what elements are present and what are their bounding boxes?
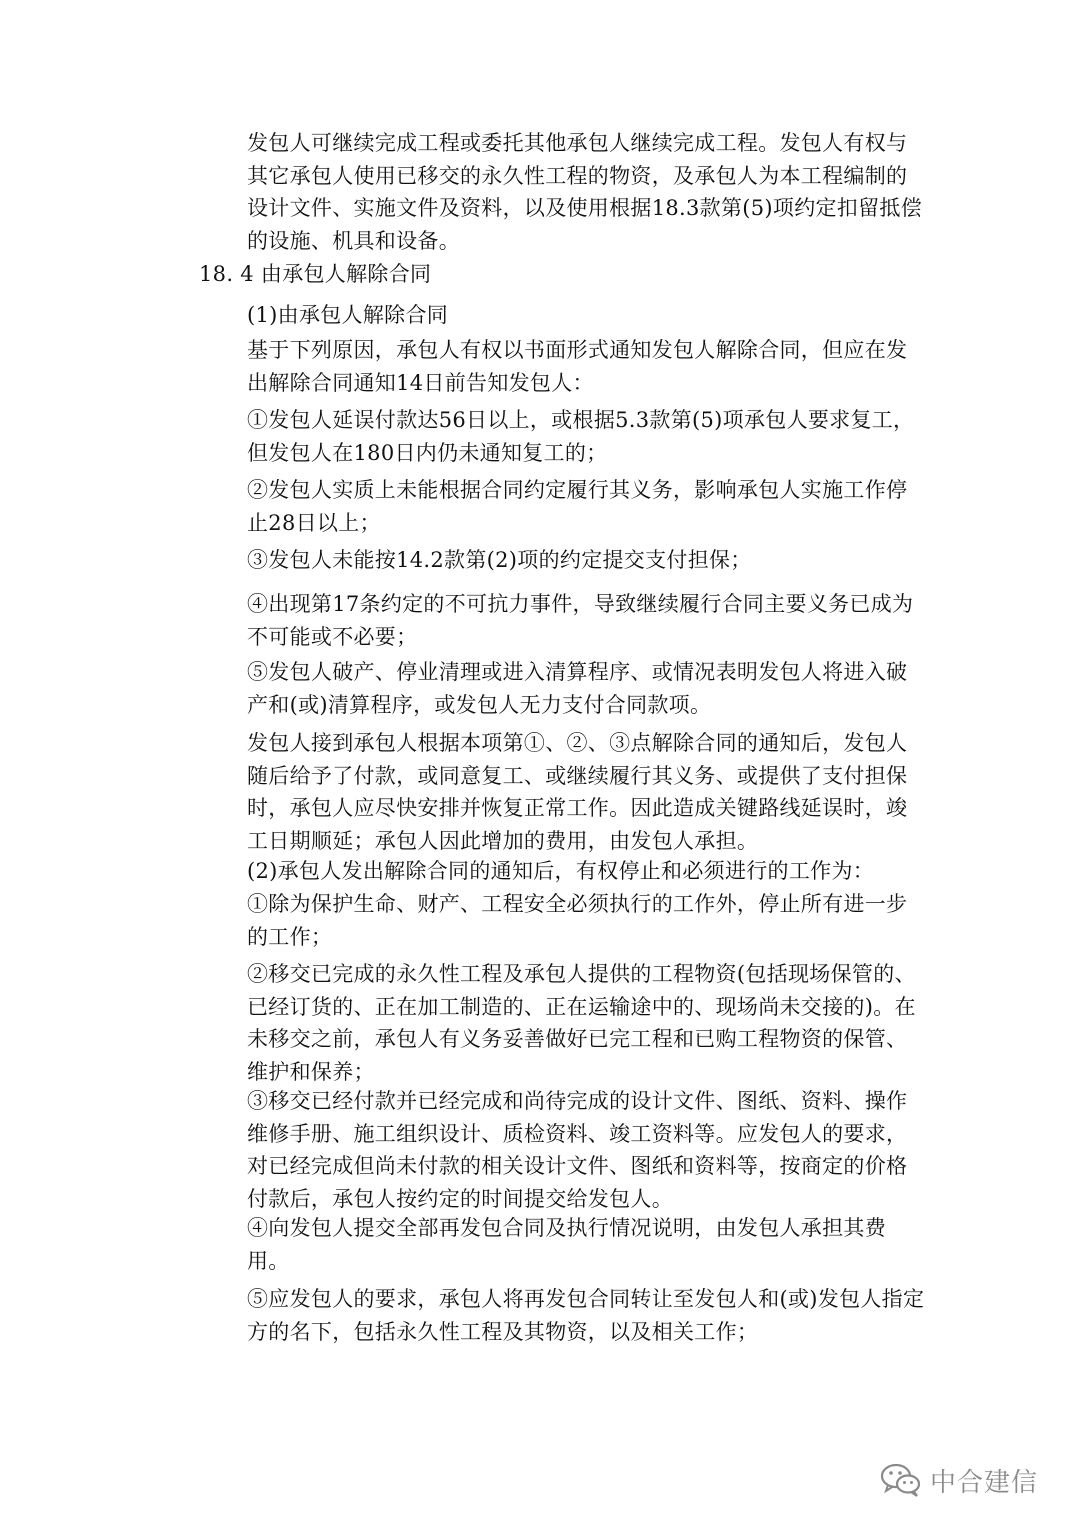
- watermark-text: 中合建信: [930, 1467, 1039, 1498]
- watermark: [880, 1455, 1060, 1505]
- list-item-work-2: ②移交已完成的永久性工程及承包人提供的工程物资(包括现场保管的、已经订货的、正在加工制造的、正在运输途中的、现场尚未交接的)。在未移交之前，承包人有义务妥善做好已完工程和已购工程物资的保管、维护和保养；: [247, 962, 916, 1084]
- list-item-ground-1: ①发包人延误付款达56日以上，或根据5.3款第(5)项承包人要求复工，但发包人在180日内仍未通知复工的；: [247, 408, 915, 465]
- list-item-ground-2: ②发包人实质上未能根据合同约定履行其义务，影响承包人实施工作停止28日以上；: [247, 478, 908, 535]
- paragraph-resumption: 发包人接到承包人根据本项第①、②、③点解除合同的通知后，发包人随后给予了付款，或同意复工、或继续履行其义务、或提供了支付担保时，承包人应尽快安排并恢复正常工作。因此造成关键路线延误时，竣工日期顺延；承包人因此增加的费用，由发包人承担。: [247, 731, 908, 853]
- list-item-work-4: ④向发包人提交全部再发包合同及执行情况说明，由发包人承担其费用。: [247, 1216, 886, 1273]
- subsection-heading-1: (1)由承包人解除合同: [247, 303, 449, 327]
- list-item-work-1: ①除为保护生命、财产、工程安全必须执行的工作外，停止所有进一步的工作；: [247, 892, 908, 949]
- subsection-heading-2: (2)承包人发出解除合同的通知后，有权停止和必须进行的工作为：: [247, 859, 875, 883]
- list-item-ground-4: ④出现第17条约定的不可抗力事件，导致继续履行合同主要义务已成为不可能或不必要；: [247, 592, 914, 649]
- list-item-work-5: ⑤应发包人的要求，承包人将再发包合同转让至发包人和(或)发包人指定方的名下，包括永久性工程及其物资，以及相关工作；: [247, 1287, 925, 1344]
- list-item-work-3: ③移交已经付款并已经完成和尚待完成的设计文件、图纸、资料、操作维修手册、施工组织设计、质检资料、竣工资料等。应发包人的要求，对已经完成但尚未付款的相关设计文件、图纸和资料等，按商定的价格付款后，承包人按约定的时间提交给发包人。: [247, 1089, 908, 1211]
- section-heading-18-4: 18. 4 由承包人解除合同: [199, 262, 432, 286]
- list-item-ground-3: ③发包人未能按14.2款第(2)项的约定提交支付担保；: [247, 548, 752, 572]
- paragraph-termination-continuation: 发包人可继续完成工程或委托其他承包人继续完成工程。发包人有权与其它承包人使用已移交的永久性工程的物资，及承包人为本工程编制的设计文件、实施文件及资料，以及使用根据18.3款第(5)项约定扣留抵偿的设施、机具和设备。: [247, 131, 923, 253]
- paragraph-grounds-intro: 基于下列原因，承包人有权以书面形式通知发包人解除合同，但应在发出解除合同通知14日前告知发包人：: [247, 338, 908, 395]
- list-item-ground-5: ⑤发包人破产、停业清理或进入清算程序、或情况表明发包人将进入破产和(或)清算程序，或发包人无力支付合同款项。: [247, 660, 908, 717]
- wechat-icon: [880, 1462, 922, 1498]
